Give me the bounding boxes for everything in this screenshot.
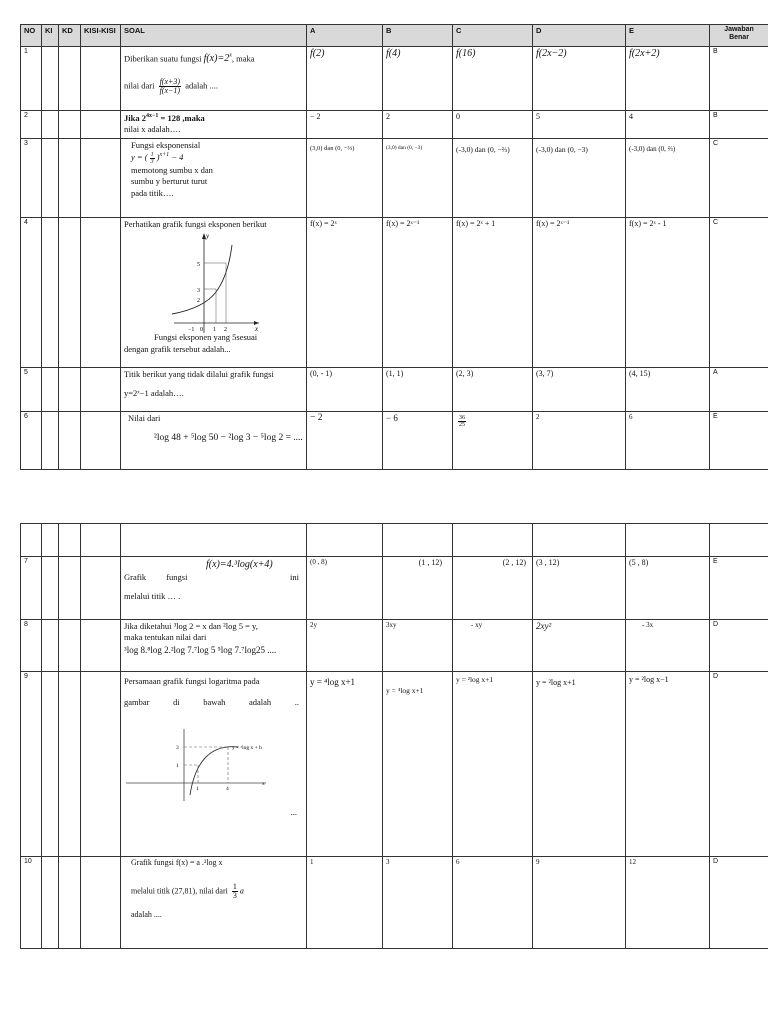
question-text-9: Persamaan grafik fungsi logaritma pada gambar di bawah adalah .. y = ᵃlog x + b 3 1 1 4 x ... [121,672,307,857]
option-a: f(x) = 2ˣ [307,218,383,368]
option-d: 5 [533,111,626,139]
question-number: 6 [21,412,42,470]
answer-key: D [710,857,768,949]
header-key [710,25,768,47]
option-e: 6 [626,412,710,470]
question-number: 3 [21,139,42,218]
header-c: C [453,25,533,47]
question-number: 7 [21,557,42,620]
option-c: (2 , 12) [453,557,533,620]
option-c: f(x) = 2ˣ + 1 [453,218,533,368]
header-soal: SOAL [121,25,307,47]
option-c: - xy [453,620,533,672]
tick-label: −1 [188,327,195,334]
question-number: 9 [21,672,42,857]
question-number: 8 [21,620,42,672]
header-row [21,25,768,47]
option-e: 12 [626,857,710,949]
option-e: - 3x [626,620,710,672]
option-a: (0, - 1) [307,368,383,412]
option-a: f(2) [307,47,383,111]
option-c: 6 [453,857,533,949]
question-number: 1 [21,47,42,111]
answer-key: B [710,111,768,139]
option-a: (0 , 8) [307,557,383,620]
tick-label: 1 [176,762,179,769]
option-d: 2xy² [533,620,626,672]
option-d: 2 [533,412,626,470]
question-text-4: Perhatikan grafik fungsi eksponen berikut y x 5 3 2 −1 0 1 2 Fungsi eksponen yang 5sesuai dengan grafik tersebut adalah... [121,218,307,368]
option-b: (1, 1) [383,368,453,412]
option-b: (3,0) dan (0, −3) [383,139,453,218]
answer-key: C [710,218,768,368]
option-d: 9 [533,857,626,949]
tick-label: 1 [196,785,199,792]
tick-label: 3 [197,288,200,295]
exponential-graph [164,230,264,338]
option-b: y = ⁴log x+1 [383,672,453,857]
tick-label: 0 [200,327,203,334]
option-a: (3,0) dan (0, −⅔) [307,139,383,218]
option-a: − 2 [307,111,383,139]
question-table-2 [20,523,768,949]
question-row-3 [21,139,768,218]
option-b: f(x) = 2ˣ⁻¹ [383,218,453,368]
question-row-2 [21,111,768,139]
answer-key: A [710,368,768,412]
question-text-5: Titik berikut yang tidak dilalui grafik fungsi y=2ˣ−1 adalah…. [121,368,307,412]
question-number: 2 [21,111,42,139]
question-row-1 [21,47,768,111]
question-table-1 [20,24,768,470]
option-b: − 6 [383,412,453,470]
curve-label: y = ᵃlog x + b [232,744,262,751]
blank-header-row [21,524,768,557]
option-b: 2 [383,111,453,139]
option-a: 2y [307,620,383,672]
tick-label: 2 [224,327,227,334]
option-c: f(16) [453,47,533,111]
option-d: f(x) = 2ˣ⁻¹ [533,218,626,368]
option-a: y = ⁴log x+1 [307,672,383,857]
question-text-7: f(x)=4.³log(x+4) Grafik fungsi ini melalui titik … . [121,557,307,620]
question-row-5 [21,368,768,412]
option-e: (-3,0) dan (0, ⅔) [626,139,710,218]
axis-x-label: x [262,780,265,787]
answer-key: D [710,672,768,857]
fraction: $\frac{f(x+3)}{f(x-1)}$ [159,76,181,95]
question-number: 5 [21,368,42,412]
answer-key: B [710,47,768,111]
question-text-3: Fungsi eksponensial y = ( $\frac{1}{3}$ )$^{x+1}$ − 4 memotong sumbu x dan sumbu y berturut turut pada titik…. [121,139,307,218]
header-ki: KI [42,25,59,47]
option-a: 1 [307,857,383,949]
option-a: − 2 [307,412,383,470]
option-e: 4 [626,111,710,139]
question-text-1: Diberikan suatu fungsi $f(x)=2^x$, maka nilai dari $\frac{f(x+3)}{f(x-1)}$ adalah .... [121,47,307,111]
function-expr: $f(x)=2^x$ [203,53,232,65]
option-b: 3xy [383,620,453,672]
header-no: NO [21,25,42,47]
option-b: (1 , 12) [383,557,453,620]
option-c: y = ²log x+1 [453,672,533,857]
tick-label: 2 [197,298,200,305]
question-row-10 [21,857,768,949]
option-e: (4, 15) [626,368,710,412]
option-c: 0 [453,111,533,139]
question-row-7 [21,557,768,620]
option-d: (3, 7) [533,368,626,412]
option-d: (-3,0) dan (0, −3) [533,139,626,218]
answer-key: D [710,620,768,672]
header-b: B [383,25,453,47]
header-kisi: KISI-KISI [81,25,121,47]
option-d: (3 , 12) [533,557,626,620]
axis-x-label: x [255,325,259,334]
option-e: (5 , 8) [626,557,710,620]
header-d: D [533,25,626,47]
option-c [453,412,533,470]
tick-label: 1 [213,327,216,334]
header-key-line1: Jawaban [724,26,754,33]
option-e: f(x) = 2ˣ - 1 [626,218,710,368]
header-e: E [626,25,710,47]
question-text-10: Grafik fungsi f(x) = a .³log x melalui titik (27,81), nilai dari $\frac{1}{3}$ a adalah .... [121,857,307,949]
option-c: (-3,0) dan (0, −⅔) [453,139,533,218]
answer-key: E [710,557,768,620]
header-a: A [307,25,383,47]
question-number: 4 [21,218,42,368]
tick-label: 3 [176,744,179,751]
option-c: (2, 3) [453,368,533,412]
option-b: 3 [383,857,453,949]
logarithm-graph [126,721,274,805]
question-row-6 [21,412,768,470]
question-text-2: Jika $2^{4x-1} = 128$ ,maka nilai x adalah…. [121,111,307,139]
option-b: f(4) [383,47,453,111]
tick-label: 5 [197,262,200,269]
header-kd: KD [59,25,81,47]
tick-label: 4 [226,785,229,792]
option-d: f(2x−2) [533,47,626,111]
question-number: 10 [21,857,42,949]
fraction: $\frac{36}{25}$ [459,415,465,428]
axis-y-label: y [206,232,210,241]
question-text-8: Jika diketahui ³log 2 = x dan ²log 5 = y, maka tentukan nilai dari ³log 8.⁸log 2.²log 7.⁷log 5 ⁵log 7.⁷log25 .... [121,620,307,672]
option-e: f(2x+2) [626,47,710,111]
option-d: y = ²log x+1 [533,672,626,857]
answer-key: E [710,412,768,470]
question-row-8 [21,620,768,672]
answer-key: C [710,139,768,218]
question-row-4 [21,218,768,368]
option-e: y = ²log x−1 [626,672,710,857]
header-key-line2: Benar [729,33,749,41]
question-row-9 [21,672,768,857]
question-text-6: Nilai dari ²log 48 + ⁵log 50 − ²log 3 − ⁵log 2 = .... [121,412,307,470]
